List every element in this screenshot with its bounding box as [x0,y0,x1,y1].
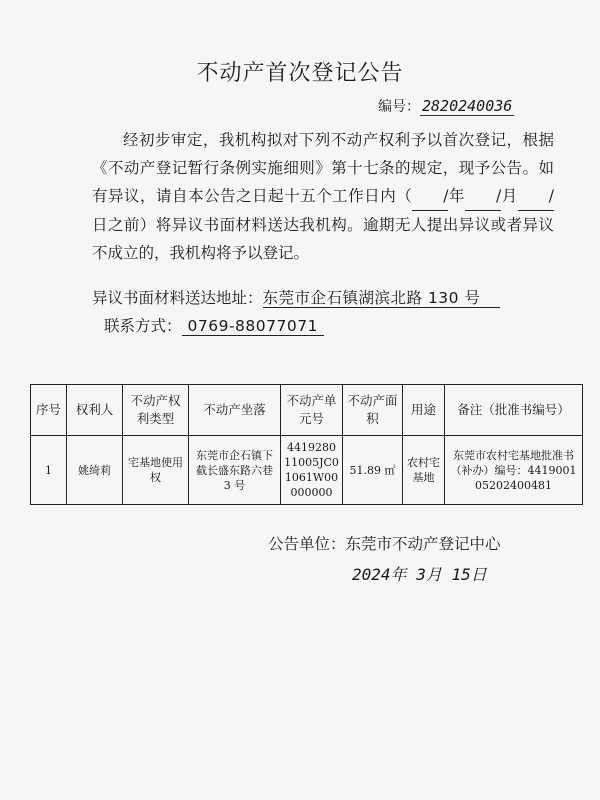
notice-body [92,126,554,267]
table-cell: 姚绮莉 [67,436,123,505]
document-number [378,96,514,116]
table-cell: 东莞市企石镇下截长盛东路六巷 3 号 [189,436,281,505]
date-month: 3 [416,565,426,584]
number-value: 2820240036 [422,97,513,115]
column-header: 不动产坐落 [189,385,281,436]
notice-paragraph [92,126,554,267]
address-label: 异议书面材料送达地址： [92,289,263,307]
deadline-blank-month: / [518,182,554,211]
contact-label: 联系方式： [104,317,182,335]
table-cell: 农村宅基地 [403,436,445,505]
date-year: 2024 [352,565,391,584]
table-cell: 51.89 ㎡ [343,436,403,505]
deadline-blank-day: / [412,182,448,211]
column-header: 不动产单元号 [281,385,343,436]
table-row [31,436,583,505]
objection-address [92,286,500,308]
contact-value: 0769-88077071 [182,317,324,336]
unit-value: 东莞市不动产登记中心 [345,535,501,553]
year-char: 年 [448,187,465,205]
month-char: 月 [425,565,442,584]
property-table [30,384,583,505]
column-header: 不动产权利类型 [123,385,189,436]
table-cell: 441928011005JC01061W00000000 [281,436,343,505]
column-header: 备注（批准书编号） [445,385,583,436]
address-value: 东莞市企石镇湖滨北路 130 号 [263,289,501,308]
table-cell: 1 [31,436,67,505]
day-char: 日 [470,565,487,584]
announcement-date [352,562,487,585]
page-title: 不动产首次登记公告 [196,61,404,86]
year-char: 年 [390,565,407,584]
column-header: 不动产面积 [343,385,403,436]
month-char: 月 [501,187,518,205]
issuing-unit [268,532,501,554]
date-day: 15 [451,565,471,584]
paragraph-part1: 经初步审定，我机构拟对下列不动产权利予以首次登记，根据《不动产登记暂行条例实施细则》第十七条的规定，现予公告。如有异议，请自本公告之日起十五个工作日内（ [92,131,554,205]
column-header: 用途 [403,385,445,436]
column-header: 权利人 [67,385,123,436]
table-cell: 宅基地使用权 [123,436,189,505]
paragraph-part2: 日之前）将异议书面材料送达我机构。逾期无人提出异议或者异议不成立的，我机构将予以登记。 [92,216,554,262]
contact-info [104,314,324,336]
deadline-blank-year: / [465,182,501,211]
column-header: 序号 [31,385,67,436]
table-header-row [31,385,583,436]
unit-label: 公告单位： [268,535,346,553]
table-cell: 东莞市农村宅基地批准书（补办）编号：441900105202400481 [445,436,583,505]
number-label: 编号： [378,99,420,115]
